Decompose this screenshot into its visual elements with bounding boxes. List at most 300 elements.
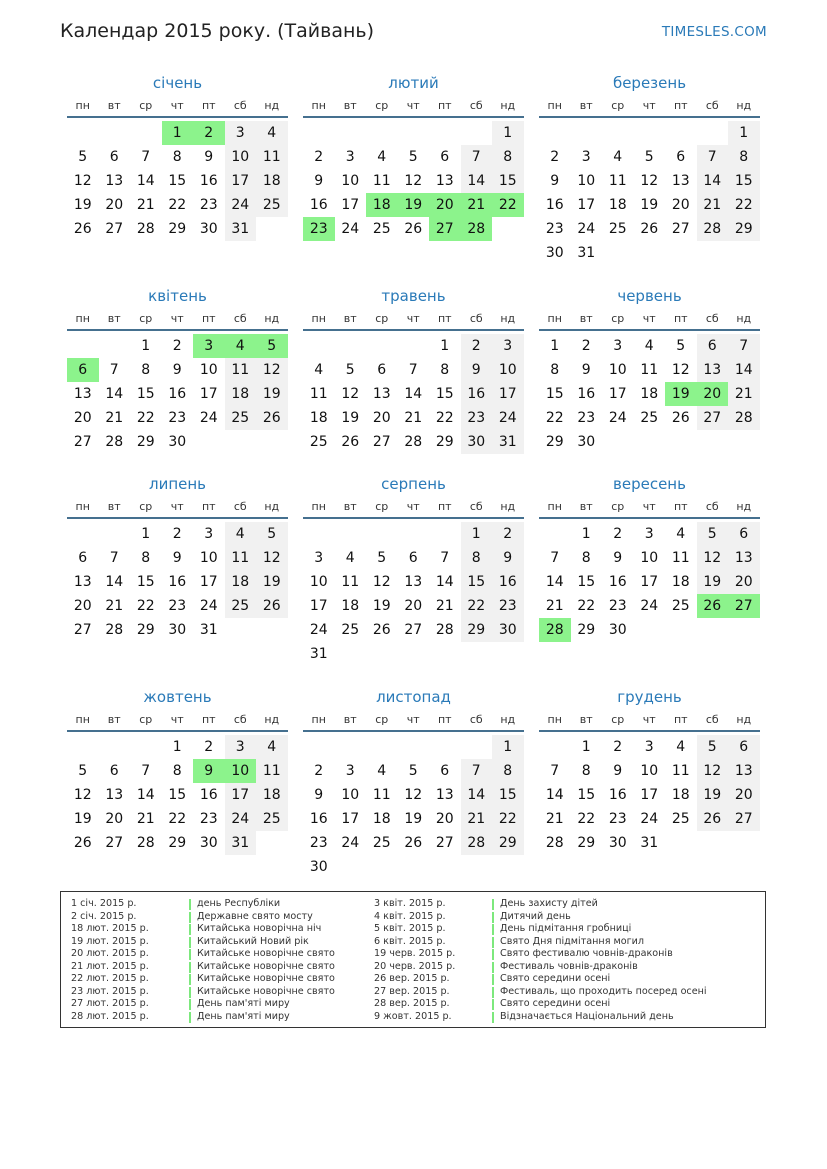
day-cell[interactable]: 25 — [225, 594, 257, 618]
day-cell[interactable]: 12 — [640, 173, 659, 189]
day-cell[interactable]: 29 — [577, 835, 596, 851]
day-cell[interactable]: 12 — [697, 759, 729, 783]
day-cell[interactable]: 6 — [440, 763, 450, 779]
day-cell[interactable]: 7 — [461, 145, 493, 169]
day-cell[interactable]: 8 — [728, 145, 760, 169]
day-cell[interactable]: 17 — [341, 197, 360, 213]
day-cell[interactable]: 25 — [671, 598, 690, 614]
day-cell[interactable]: 1 — [492, 121, 524, 145]
day-cell[interactable]: 31 — [577, 245, 596, 261]
day-cell[interactable]: 23 — [303, 217, 335, 241]
day-cell[interactable]: 1 — [162, 121, 194, 145]
day-cell[interactable]: 7 — [408, 362, 418, 378]
day-cell[interactable]: 15 — [168, 787, 187, 803]
day-cell[interactable]: 9 — [172, 362, 182, 378]
day-cell[interactable]: 4 — [613, 149, 623, 165]
day-cell[interactable]: 24 — [640, 811, 659, 827]
day-cell[interactable]: 24 — [199, 410, 218, 426]
day-cell[interactable]: 8 — [440, 362, 450, 378]
day-cell[interactable]: 27 — [697, 406, 729, 430]
day-cell[interactable]: 8 — [461, 546, 493, 570]
day-cell[interactable]: 24 — [199, 598, 218, 614]
day-cell[interactable]: 30 — [461, 430, 493, 454]
day-cell[interactable]: 3 — [193, 334, 225, 358]
day-cell[interactable]: 7 — [550, 763, 560, 779]
day-cell[interactable]: 2 — [193, 121, 225, 145]
day-cell[interactable]: 3 — [644, 739, 654, 755]
day-cell[interactable]: 10 — [225, 145, 257, 169]
day-cell[interactable]: 22 — [435, 410, 454, 426]
day-cell[interactable]: 1 — [141, 526, 151, 542]
day-cell[interactable]: 15 — [136, 386, 155, 402]
day-cell[interactable]: 13 — [404, 574, 423, 590]
day-cell[interactable]: 3 — [225, 121, 257, 145]
day-cell[interactable]: 5 — [697, 735, 729, 759]
day-cell[interactable]: 19 — [372, 598, 391, 614]
day-cell[interactable]: 1 — [440, 338, 450, 354]
day-cell[interactable]: 20 — [105, 197, 124, 213]
day-cell[interactable]: 15 — [577, 574, 596, 590]
day-cell[interactable]: 29 — [136, 622, 155, 638]
day-cell[interactable]: 6 — [109, 149, 119, 165]
day-cell[interactable]: 3 — [204, 526, 214, 542]
day-cell[interactable]: 26 — [640, 221, 659, 237]
day-cell[interactable]: 24 — [492, 406, 524, 430]
day-cell[interactable]: 1 — [492, 735, 524, 759]
day-cell[interactable]: 5 — [377, 550, 387, 566]
day-cell[interactable]: 27 — [671, 221, 690, 237]
day-cell[interactable]: 29 — [492, 831, 524, 855]
day-cell[interactable]: 13 — [73, 574, 92, 590]
day-cell[interactable]: 20 — [728, 783, 760, 807]
day-cell[interactable]: 16 — [608, 787, 627, 803]
day-cell[interactable]: 25 — [372, 835, 391, 851]
day-cell[interactable]: 14 — [136, 173, 155, 189]
day-cell[interactable]: 14 — [105, 574, 124, 590]
day-cell[interactable]: 21 — [136, 811, 155, 827]
day-cell[interactable]: 2 — [172, 526, 182, 542]
day-cell[interactable]: 30 — [608, 835, 627, 851]
day-cell[interactable]: 14 — [461, 783, 493, 807]
day-cell[interactable]: 11 — [671, 550, 690, 566]
day-cell[interactable]: 6 — [440, 149, 450, 165]
day-cell[interactable]: 17 — [225, 169, 257, 193]
day-cell[interactable]: 23 — [168, 410, 187, 426]
day-cell[interactable]: 21 — [461, 807, 493, 831]
day-cell[interactable]: 5 — [345, 362, 355, 378]
day-cell[interactable]: 1 — [550, 338, 560, 354]
day-cell[interactable]: 19 — [256, 570, 288, 594]
day-cell[interactable]: 22 — [492, 193, 524, 217]
day-cell[interactable]: 4 — [225, 522, 257, 546]
day-cell[interactable]: 15 — [492, 169, 524, 193]
day-cell[interactable]: 23 — [492, 594, 524, 618]
day-cell[interactable]: 11 — [640, 362, 659, 378]
day-cell[interactable]: 14 — [105, 386, 124, 402]
day-cell[interactable]: 11 — [256, 759, 288, 783]
day-cell[interactable]: 28 — [435, 622, 454, 638]
day-cell[interactable]: 14 — [136, 787, 155, 803]
day-cell[interactable]: 16 — [309, 197, 328, 213]
day-cell[interactable]: 21 — [545, 598, 564, 614]
day-cell[interactable]: 7 — [728, 334, 760, 358]
day-cell[interactable]: 18 — [671, 787, 690, 803]
day-cell[interactable]: 10 — [492, 358, 524, 382]
day-cell[interactable]: 11 — [372, 787, 391, 803]
day-cell[interactable]: 2 — [613, 526, 623, 542]
day-cell[interactable]: 8 — [550, 362, 560, 378]
day-cell[interactable]: 16 — [492, 570, 524, 594]
day-cell[interactable]: 19 — [398, 193, 430, 217]
day-cell[interactable]: 1 — [172, 739, 182, 755]
day-cell[interactable]: 14 — [728, 358, 760, 382]
day-cell[interactable]: 31 — [199, 622, 218, 638]
day-cell[interactable]: 10 — [640, 550, 659, 566]
day-cell[interactable]: 22 — [461, 594, 493, 618]
day-cell[interactable]: 25 — [671, 811, 690, 827]
day-cell[interactable]: 2 — [492, 522, 524, 546]
day-cell[interactable]: 28 — [539, 618, 571, 642]
day-cell[interactable]: 27 — [728, 807, 760, 831]
day-cell[interactable]: 21 — [136, 197, 155, 213]
day-cell[interactable]: 23 — [168, 598, 187, 614]
day-cell[interactable]: 5 — [78, 763, 88, 779]
day-cell[interactable]: 21 — [105, 598, 124, 614]
day-cell[interactable]: 18 — [372, 811, 391, 827]
day-cell[interactable]: 27 — [404, 622, 423, 638]
day-cell[interactable]: 14 — [697, 169, 729, 193]
day-cell[interactable]: 8 — [172, 763, 182, 779]
day-cell[interactable]: 27 — [435, 835, 454, 851]
day-cell[interactable]: 3 — [225, 735, 257, 759]
day-cell[interactable]: 3 — [492, 334, 524, 358]
day-cell[interactable]: 23 — [608, 811, 627, 827]
day-cell[interactable]: 19 — [665, 382, 697, 406]
day-cell[interactable]: 20 — [105, 811, 124, 827]
day-cell[interactable]: 22 — [168, 811, 187, 827]
day-cell[interactable]: 1 — [728, 121, 760, 145]
day-cell[interactable]: 31 — [492, 430, 524, 454]
day-cell[interactable]: 22 — [136, 410, 155, 426]
day-cell[interactable]: 23 — [577, 410, 596, 426]
day-cell[interactable]: 11 — [671, 763, 690, 779]
day-cell[interactable]: 9 — [204, 149, 214, 165]
day-cell[interactable]: 13 — [728, 546, 760, 570]
day-cell[interactable]: 30 — [577, 434, 596, 450]
day-cell[interactable]: 5 — [697, 522, 729, 546]
day-cell[interactable]: 13 — [435, 173, 454, 189]
day-cell[interactable]: 28 — [105, 622, 124, 638]
day-cell[interactable]: 22 — [577, 598, 596, 614]
day-cell[interactable]: 3 — [345, 149, 355, 165]
day-cell[interactable]: 18 — [256, 783, 288, 807]
day-cell[interactable]: 13 — [372, 386, 391, 402]
day-cell[interactable]: 24 — [225, 193, 257, 217]
day-cell[interactable]: 20 — [728, 570, 760, 594]
day-cell[interactable]: 23 — [608, 598, 627, 614]
day-cell[interactable]: 19 — [73, 811, 92, 827]
day-cell[interactable]: 29 — [136, 434, 155, 450]
day-cell[interactable]: 20 — [372, 410, 391, 426]
day-cell[interactable]: 24 — [577, 221, 596, 237]
day-cell[interactable]: 2 — [613, 739, 623, 755]
day-cell[interactable]: 5 — [644, 149, 654, 165]
day-cell[interactable]: 9 — [461, 358, 493, 382]
day-cell[interactable]: 24 — [225, 807, 257, 831]
day-cell[interactable]: 13 — [697, 358, 729, 382]
day-cell[interactable]: 4 — [644, 338, 654, 354]
day-cell[interactable]: 6 — [67, 358, 99, 382]
day-cell[interactable]: 19 — [640, 197, 659, 213]
day-cell[interactable]: 10 — [341, 173, 360, 189]
day-cell[interactable]: 23 — [199, 197, 218, 213]
day-cell[interactable]: 2 — [550, 149, 560, 165]
day-cell[interactable]: 27 — [105, 835, 124, 851]
day-cell[interactable]: 24 — [309, 622, 328, 638]
day-cell[interactable]: 27 — [73, 622, 92, 638]
day-cell[interactable]: 21 — [461, 193, 493, 217]
day-cell[interactable]: 9 — [314, 787, 324, 803]
day-cell[interactable]: 26 — [73, 221, 92, 237]
day-cell[interactable]: 17 — [199, 574, 218, 590]
day-cell[interactable]: 26 — [256, 594, 288, 618]
day-cell[interactable]: 11 — [309, 386, 328, 402]
day-cell[interactable]: 1 — [141, 338, 151, 354]
day-cell[interactable]: 12 — [404, 173, 423, 189]
day-cell[interactable]: 25 — [256, 807, 288, 831]
day-cell[interactable]: 15 — [461, 570, 493, 594]
day-cell[interactable]: 18 — [366, 193, 398, 217]
day-cell[interactable]: 29 — [168, 835, 187, 851]
day-cell[interactable]: 7 — [109, 550, 119, 566]
day-cell[interactable]: 20 — [404, 598, 423, 614]
day-cell[interactable]: 25 — [608, 221, 627, 237]
day-cell[interactable]: 18 — [671, 574, 690, 590]
day-cell[interactable]: 30 — [168, 622, 187, 638]
day-cell[interactable]: 6 — [697, 334, 729, 358]
day-cell[interactable]: 18 — [225, 570, 257, 594]
day-cell[interactable]: 5 — [256, 334, 288, 358]
day-cell[interactable]: 20 — [73, 410, 92, 426]
day-cell[interactable]: 18 — [225, 382, 257, 406]
day-cell[interactable]: 9 — [613, 763, 623, 779]
day-cell[interactable]: 15 — [136, 574, 155, 590]
day-cell[interactable]: 2 — [314, 149, 324, 165]
day-cell[interactable]: 17 — [225, 783, 257, 807]
day-cell[interactable]: 10 — [309, 574, 328, 590]
day-cell[interactable]: 10 — [341, 787, 360, 803]
day-cell[interactable]: 6 — [109, 763, 119, 779]
day-cell[interactable]: 26 — [404, 221, 423, 237]
day-cell[interactable]: 29 — [728, 217, 760, 241]
day-cell[interactable]: 16 — [461, 382, 493, 406]
day-cell[interactable]: 3 — [581, 149, 591, 165]
day-cell[interactable]: 29 — [168, 221, 187, 237]
day-cell[interactable]: 8 — [492, 759, 524, 783]
day-cell[interactable]: 8 — [492, 145, 524, 169]
day-cell[interactable]: 3 — [613, 338, 623, 354]
day-cell[interactable]: 16 — [199, 173, 218, 189]
day-cell[interactable]: 21 — [697, 193, 729, 217]
day-cell[interactable]: 21 — [545, 811, 564, 827]
day-cell[interactable]: 26 — [697, 594, 729, 618]
day-cell[interactable]: 25 — [309, 434, 328, 450]
day-cell[interactable]: 18 — [608, 197, 627, 213]
day-cell[interactable]: 20 — [435, 811, 454, 827]
day-cell[interactable]: 4 — [345, 550, 355, 566]
day-cell[interactable]: 12 — [256, 358, 288, 382]
day-cell[interactable]: 14 — [545, 574, 564, 590]
day-cell[interactable]: 13 — [671, 173, 690, 189]
day-cell[interactable]: 12 — [341, 386, 360, 402]
day-cell[interactable]: 15 — [728, 169, 760, 193]
day-cell[interactable]: 22 — [136, 598, 155, 614]
day-cell[interactable]: 14 — [545, 787, 564, 803]
day-cell[interactable]: 5 — [78, 149, 88, 165]
day-cell[interactable]: 17 — [199, 386, 218, 402]
day-cell[interactable]: 31 — [225, 217, 257, 241]
day-cell[interactable]: 10 — [640, 763, 659, 779]
day-cell[interactable]: 29 — [545, 434, 564, 450]
day-cell[interactable]: 10 — [199, 362, 218, 378]
day-cell[interactable]: 27 — [728, 594, 760, 618]
day-cell[interactable]: 24 — [341, 221, 360, 237]
day-cell[interactable]: 4 — [676, 526, 686, 542]
day-cell[interactable]: 4 — [377, 149, 387, 165]
day-cell[interactable]: 23 — [545, 221, 564, 237]
day-cell[interactable]: 16 — [608, 574, 627, 590]
day-cell[interactable]: 28 — [105, 434, 124, 450]
day-cell[interactable]: 14 — [404, 386, 423, 402]
day-cell[interactable]: 7 — [141, 763, 151, 779]
day-cell[interactable]: 6 — [728, 735, 760, 759]
day-cell[interactable]: 16 — [168, 386, 187, 402]
day-cell[interactable]: 22 — [577, 811, 596, 827]
day-cell[interactable]: 3 — [314, 550, 324, 566]
day-cell[interactable]: 23 — [309, 835, 328, 851]
day-cell[interactable]: 4 — [377, 763, 387, 779]
day-cell[interactable]: 21 — [728, 382, 760, 406]
day-cell[interactable]: 14 — [461, 169, 493, 193]
day-cell[interactable]: 10 — [608, 362, 627, 378]
day-cell[interactable]: 26 — [73, 835, 92, 851]
day-cell[interactable]: 19 — [256, 382, 288, 406]
day-cell[interactable]: 27 — [429, 217, 461, 241]
day-cell[interactable]: 4 — [225, 334, 257, 358]
day-cell[interactable]: 28 — [697, 217, 729, 241]
day-cell[interactable]: 10 — [577, 173, 596, 189]
day-cell[interactable]: 2 — [172, 338, 182, 354]
day-cell[interactable]: 17 — [608, 386, 627, 402]
day-cell[interactable]: 3 — [644, 526, 654, 542]
day-cell[interactable]: 11 — [608, 173, 627, 189]
day-cell[interactable]: 6 — [728, 522, 760, 546]
day-cell[interactable]: 28 — [404, 434, 423, 450]
day-cell[interactable]: 11 — [372, 173, 391, 189]
day-cell[interactable]: 17 — [492, 382, 524, 406]
day-cell[interactable]: 15 — [577, 787, 596, 803]
day-cell[interactable]: 6 — [78, 550, 88, 566]
day-cell[interactable]: 7 — [440, 550, 450, 566]
day-cell[interactable]: 10 — [199, 550, 218, 566]
day-cell[interactable]: 1 — [581, 526, 591, 542]
day-cell[interactable]: 23 — [461, 406, 493, 430]
day-cell[interactable]: 6 — [676, 149, 686, 165]
day-cell[interactable]: 13 — [435, 787, 454, 803]
day-cell[interactable]: 30 — [199, 835, 218, 851]
day-cell[interactable]: 7 — [550, 550, 560, 566]
day-cell[interactable]: 1 — [581, 739, 591, 755]
day-cell[interactable]: 28 — [728, 406, 760, 430]
day-cell[interactable]: 12 — [256, 546, 288, 570]
day-cell[interactable]: 8 — [141, 362, 151, 378]
day-cell[interactable]: 8 — [581, 550, 591, 566]
day-cell[interactable]: 9 — [550, 173, 560, 189]
day-cell[interactable]: 30 — [168, 434, 187, 450]
day-cell[interactable]: 21 — [404, 410, 423, 426]
day-cell[interactable]: 22 — [168, 197, 187, 213]
day-cell[interactable]: 6 — [408, 550, 418, 566]
day-cell[interactable]: 26 — [697, 807, 729, 831]
day-cell[interactable]: 13 — [73, 386, 92, 402]
day-cell[interactable]: 9 — [193, 759, 225, 783]
day-cell[interactable]: 25 — [256, 193, 288, 217]
day-cell[interactable]: 13 — [105, 787, 124, 803]
day-cell[interactable]: 7 — [461, 759, 493, 783]
day-cell[interactable]: 2 — [461, 334, 493, 358]
day-cell[interactable]: 5 — [676, 338, 686, 354]
day-cell[interactable]: 5 — [256, 522, 288, 546]
day-cell[interactable]: 25 — [341, 622, 360, 638]
day-cell[interactable]: 16 — [577, 386, 596, 402]
day-cell[interactable]: 26 — [256, 406, 288, 430]
day-cell[interactable]: 27 — [372, 434, 391, 450]
day-cell[interactable]: 30 — [545, 245, 564, 261]
day-cell[interactable]: 3 — [345, 763, 355, 779]
day-cell[interactable]: 19 — [73, 197, 92, 213]
day-cell[interactable]: 11 — [341, 574, 360, 590]
day-cell[interactable]: 12 — [404, 787, 423, 803]
day-cell[interactable]: 12 — [697, 546, 729, 570]
day-cell[interactable]: 12 — [671, 362, 690, 378]
day-cell[interactable]: 25 — [225, 406, 257, 430]
day-cell[interactable]: 19 — [404, 811, 423, 827]
day-cell[interactable]: 20 — [671, 197, 690, 213]
day-cell[interactable]: 25 — [372, 221, 391, 237]
day-cell[interactable]: 1 — [461, 522, 493, 546]
day-cell[interactable]: 22 — [545, 410, 564, 426]
day-cell[interactable]: 2 — [204, 739, 214, 755]
day-cell[interactable]: 6 — [377, 362, 387, 378]
day-cell[interactable]: 4 — [314, 362, 324, 378]
day-cell[interactable]: 9 — [492, 546, 524, 570]
day-cell[interactable]: 18 — [640, 386, 659, 402]
day-cell[interactable]: 31 — [309, 646, 328, 662]
day-cell[interactable]: 29 — [435, 434, 454, 450]
day-cell[interactable]: 27 — [105, 221, 124, 237]
site-link[interactable]: TIMESLES.COM — [661, 24, 767, 40]
day-cell[interactable]: 23 — [199, 811, 218, 827]
day-cell[interactable]: 30 — [608, 622, 627, 638]
day-cell[interactable]: 26 — [372, 622, 391, 638]
day-cell[interactable]: 31 — [225, 831, 257, 855]
day-cell[interactable]: 29 — [461, 618, 493, 642]
day-cell[interactable]: 16 — [168, 574, 187, 590]
day-cell[interactable]: 2 — [314, 763, 324, 779]
day-cell[interactable]: 11 — [225, 358, 257, 382]
day-cell[interactable]: 9 — [172, 550, 182, 566]
day-cell[interactable]: 13 — [105, 173, 124, 189]
